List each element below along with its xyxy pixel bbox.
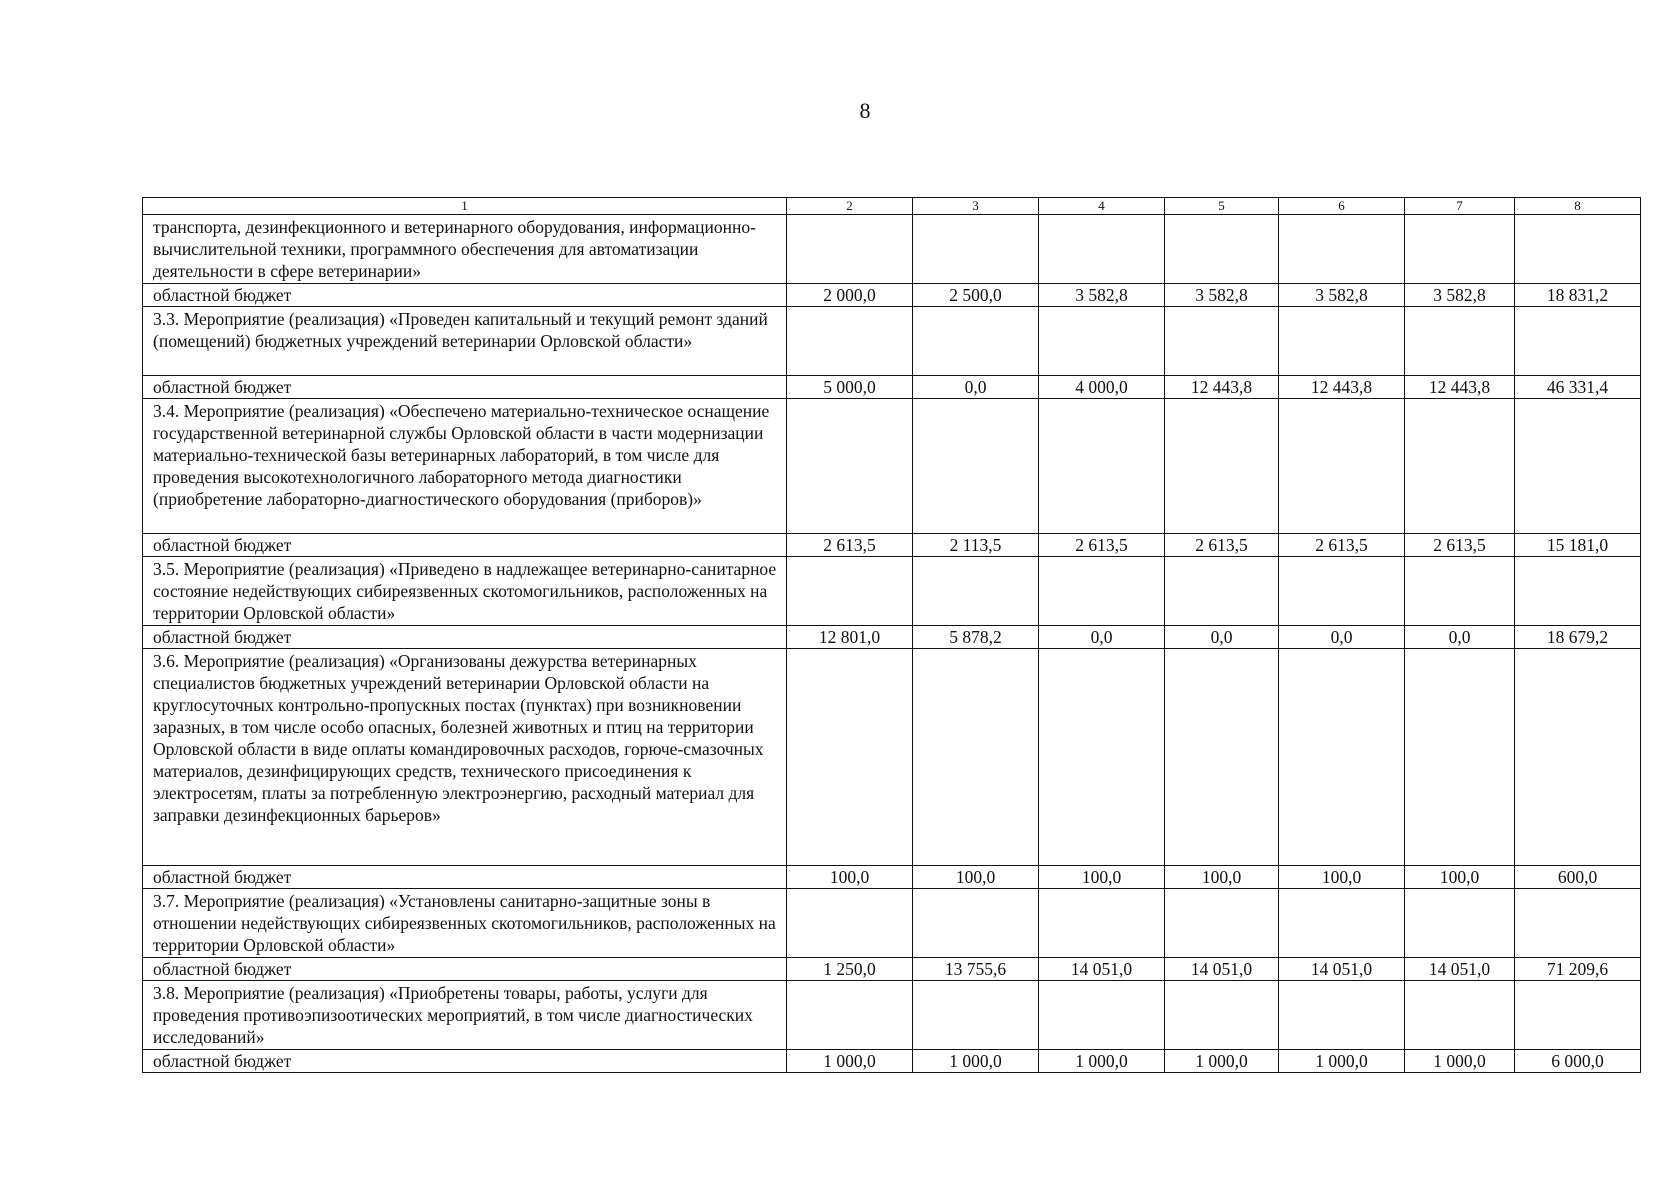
value-cell: 1 000,0 — [1165, 1050, 1279, 1073]
value-cell: 1 000,0 — [1405, 1050, 1515, 1073]
value-cell: 2 613,5 — [1165, 534, 1279, 557]
value-cell: 14 051,0 — [1279, 958, 1405, 981]
value-cell: 14 051,0 — [1405, 958, 1515, 981]
total-cell: 18 831,2 — [1515, 284, 1641, 307]
measure-description-row — [143, 557, 1641, 626]
total-cell: 6 000,0 — [1515, 1050, 1641, 1073]
value-cell: 12 443,8 — [1279, 376, 1405, 399]
measure-description: 3.4. Мероприятие (реализация) «Обеспечено материально-техническое оснащение государственной ветеринарной службы Орловской области в части модернизации материально-технической базы ветеринарных лабораторий, в том числе для проведения высокотехнологичного лабораторного метода диагностики (приобретение лабораторно-диагностического оборудования (приборов)» — [143, 399, 787, 534]
budget-label: областной бюджет — [143, 626, 787, 649]
measure-description-row — [143, 889, 1641, 958]
measure-description: 3.6. Мероприятие (реализация) «Организованы дежурства ветеринарных специалистов бюджетных учреждений ветеринарии Орловской области на круглосуточных контрольно-пропускных постах (пунктах) при возникновении заразных, в том числе особо опасных, болезней животных и птиц на территории Орловской области в виде оплаты командировочных расходов, горюче-смазочных материалов, дезинфицирующих средств, технического присоединения к электросетям, платы за потребленную электроэнергию, расходный материал для заправки дезинфекционных барьеров» — [143, 649, 787, 866]
value-cell: 13 755,6 — [913, 958, 1039, 981]
column-number: 3 — [913, 198, 1039, 215]
table-row — [143, 284, 1641, 307]
total-cell: 600,0 — [1515, 866, 1641, 889]
value-cell: 0,0 — [1405, 626, 1515, 649]
value-cell: 2 613,5 — [1279, 534, 1405, 557]
value-cell: 1 000,0 — [787, 1050, 913, 1073]
budget-label: областной бюджет — [143, 376, 787, 399]
value-cell: 2 613,5 — [1405, 534, 1515, 557]
value-cell: 12 801,0 — [787, 626, 913, 649]
value-cell: 100,0 — [1039, 866, 1165, 889]
measure-description-row — [143, 981, 1641, 1050]
budget-label: областной бюджет — [143, 866, 787, 889]
total-cell: 71 209,6 — [1515, 958, 1641, 981]
column-number: 2 — [787, 198, 913, 215]
page-number: 8 — [859, 98, 871, 123]
measure-description: 3.3. Мероприятие (реализация) «Проведен капитальный и текущий ремонт зданий (помещений) бюджетных учреждений ветеринарии Орловской области» — [143, 307, 787, 376]
value-cell: 3 582,8 — [1039, 284, 1165, 307]
budget-label: областной бюджет — [143, 1050, 787, 1073]
value-cell: 12 443,8 — [1165, 376, 1279, 399]
value-cell: 1 000,0 — [1279, 1050, 1405, 1073]
value-cell: 14 051,0 — [1039, 958, 1165, 981]
value-cell: 1 000,0 — [913, 1050, 1039, 1073]
total-cell: 15 181,0 — [1515, 534, 1641, 557]
column-number: 6 — [1279, 198, 1405, 215]
value-cell: 2 500,0 — [913, 284, 1039, 307]
total-cell: 46 331,4 — [1515, 376, 1641, 399]
column-number: 8 — [1515, 198, 1641, 215]
value-cell: 2 613,5 — [787, 534, 913, 557]
budget-label: областной бюджет — [143, 284, 787, 307]
value-cell: 1 250,0 — [787, 958, 913, 981]
table-row — [143, 866, 1641, 889]
value-cell: 2 000,0 — [787, 284, 913, 307]
measure-description: 3.8. Мероприятие (реализация) «Приобретены товары, работы, услуги для проведения противоэпизоотических мероприятий, в том числе диагностических исследований» — [143, 981, 787, 1050]
table-row — [143, 534, 1641, 557]
value-cell: 5 878,2 — [913, 626, 1039, 649]
measure-description-row — [143, 215, 1641, 284]
value-cell: 3 582,8 — [1405, 284, 1515, 307]
budget-label: областной бюджет — [143, 958, 787, 981]
value-cell: 2 113,5 — [913, 534, 1039, 557]
column-number: 7 — [1405, 198, 1515, 215]
column-number-row — [143, 198, 1641, 215]
total-cell: 18 679,2 — [1515, 626, 1641, 649]
value-cell: 3 582,8 — [1279, 284, 1405, 307]
value-cell: 2 613,5 — [1039, 534, 1165, 557]
value-cell: 0,0 — [1279, 626, 1405, 649]
value-cell: 100,0 — [913, 866, 1039, 889]
value-cell: 0,0 — [1039, 626, 1165, 649]
value-cell: 12 443,8 — [1405, 376, 1515, 399]
value-cell: 100,0 — [787, 866, 913, 889]
column-number: 1 — [143, 198, 787, 215]
budget-label: областной бюджет — [143, 534, 787, 557]
table-row — [143, 1050, 1641, 1073]
value-cell: 0,0 — [913, 376, 1039, 399]
value-cell: 4 000,0 — [1039, 376, 1165, 399]
value-cell: 1 000,0 — [1039, 1050, 1165, 1073]
value-cell: 5 000,0 — [787, 376, 913, 399]
value-cell: 0,0 — [1165, 626, 1279, 649]
table-row — [143, 376, 1641, 399]
measure-description-row — [143, 649, 1641, 866]
value-cell: 100,0 — [1165, 866, 1279, 889]
measure-description: транспорта, дезинфекционного и ветеринарного оборудования, информационно-вычислительной техники, программного обеспечения для автоматизации деятельности в сфере ветеринарии» — [143, 215, 787, 284]
table-row — [143, 626, 1641, 649]
measure-description: 3.7. Мероприятие (реализация) «Установлены санитарно-защитные зоны в отношении недействующих сибиреязвенных скотомогильников, расположенных на территории Орловской области» — [143, 889, 787, 958]
measure-description-row — [143, 399, 1641, 534]
value-cell: 14 051,0 — [1165, 958, 1279, 981]
value-cell: 100,0 — [1405, 866, 1515, 889]
value-cell: 100,0 — [1279, 866, 1405, 889]
measure-description: 3.5. Мероприятие (реализация) «Приведено в надлежащее ветеринарно-санитарное состояние недействующих сибиреязвенных скотомогильников, расположенных на территории Орловской области» — [143, 557, 787, 626]
budget-table — [142, 197, 1641, 1073]
column-number: 5 — [1165, 198, 1279, 215]
column-number: 4 — [1039, 198, 1165, 215]
value-cell: 3 582,8 — [1165, 284, 1279, 307]
table-row — [143, 958, 1641, 981]
measure-description-row — [143, 307, 1641, 376]
